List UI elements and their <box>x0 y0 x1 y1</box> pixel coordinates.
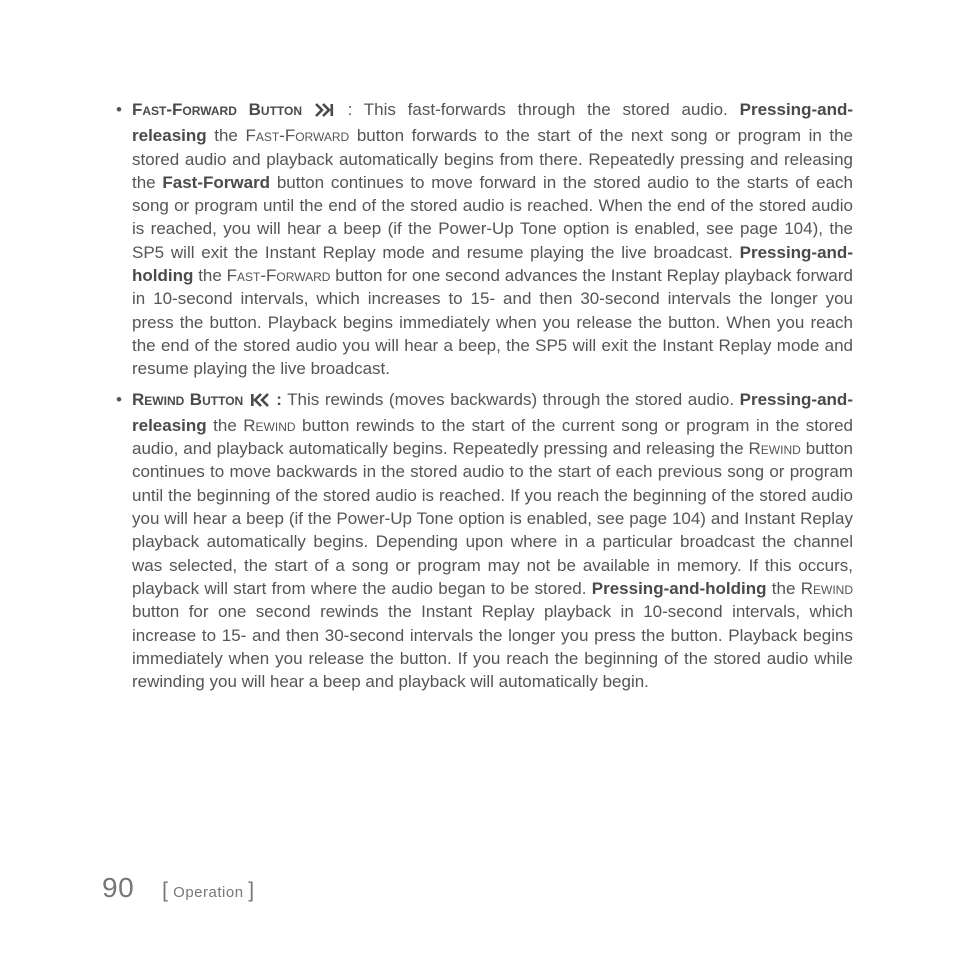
section-name: Operation <box>173 884 244 901</box>
text: the <box>771 578 796 598</box>
text: button for one second rewinds the Instant Replay playback in 10-second intervals, which increase to 15- and then 30-second intervals the longer you press the button. Playback begins immediately when you release the button. If you reach the beginning of the stored audio while rewinding you will hear a beep and playback will automatically begin. <box>132 602 853 692</box>
bullet: • <box>116 100 122 119</box>
bold-term: Fast-Forward <box>162 172 271 192</box>
list-item-fast-forward <box>113 98 853 381</box>
bold-term: Pressing-and-releasing <box>132 389 853 435</box>
button-name: Rewind <box>800 578 854 598</box>
page-number: 90 <box>102 872 135 903</box>
bullet: • <box>116 389 122 409</box>
bold-term: Pressing-and-releasing <box>132 100 853 146</box>
text: button continues to move backwards in the stored audio to the start of each previous song or program until the beginning of the stored audio is reached. If you reach the beginning of the stored audio you will hear a beep (if the Power-Up Tone option is enabled, see page 104) and Instant Replay playback automatically begins. Depending upon where in a particular broadcast the channel was selected, the start of a song or program may not be available in memory. If this occurs, playback will start from where the audio began to be stored. <box>132 439 853 598</box>
button-name: Fast-Forward <box>226 266 331 286</box>
text: button rewinds to the start of the current song or program in the stored audio, and playback automatically begins. Repeatedly pressing and releasing the <box>132 415 853 459</box>
bracket-close: ] <box>248 879 255 902</box>
text: the <box>198 266 222 286</box>
bold-term: Pressing-and-holding <box>591 578 767 598</box>
colon: : <box>276 389 282 409</box>
button-name: Rewind <box>243 415 296 435</box>
page-footer <box>102 872 255 904</box>
item-heading: Rewind Button <box>132 389 244 409</box>
text: the <box>213 415 237 435</box>
item-heading: Fast-Forward Button <box>132 100 303 119</box>
item-intro: This rewinds (moves backwards) through the stored audio. <box>287 389 735 409</box>
text: the <box>214 126 238 146</box>
text: button for one second advances the Instant Replay playback forward in 10-second intervals, which increases to 15- and then 30-second intervals the longer you press the button. Playback begins immediately when you release the button. When you reach the end of the stored audio you will hear a beep, the SP5 will exit the Instant Replay mode and resume playing the live broadcast. <box>132 266 853 379</box>
text: button continues to move forward in the stored audio to the starts of each song or program until the end of the stored audio is reached. When the end of the stored audio is reached, you will hear a beep (if the Power-Up Tone option is enabled, see page 104), the SP5 will exit the Instant Replay mode and resume playing the live broadcast. <box>132 172 853 262</box>
bold-term: Pressing-and-holding <box>132 242 853 286</box>
rewind-icon <box>249 391 271 414</box>
item-intro: : This fast-forwards through the stored audio. <box>347 100 728 119</box>
button-name: Fast-Forward <box>245 126 350 146</box>
text: button forwards to the start of the next song or program in the stored audio and playback automatically begins from there. Repeatedly pressing and releasing the <box>132 126 854 192</box>
button-name: Rewind <box>748 439 801 459</box>
section-label <box>162 879 254 903</box>
fast-forward-icon <box>314 101 336 124</box>
list-item-rewind <box>113 388 853 694</box>
bracket-open: [ <box>162 879 169 902</box>
page-content <box>113 98 853 700</box>
